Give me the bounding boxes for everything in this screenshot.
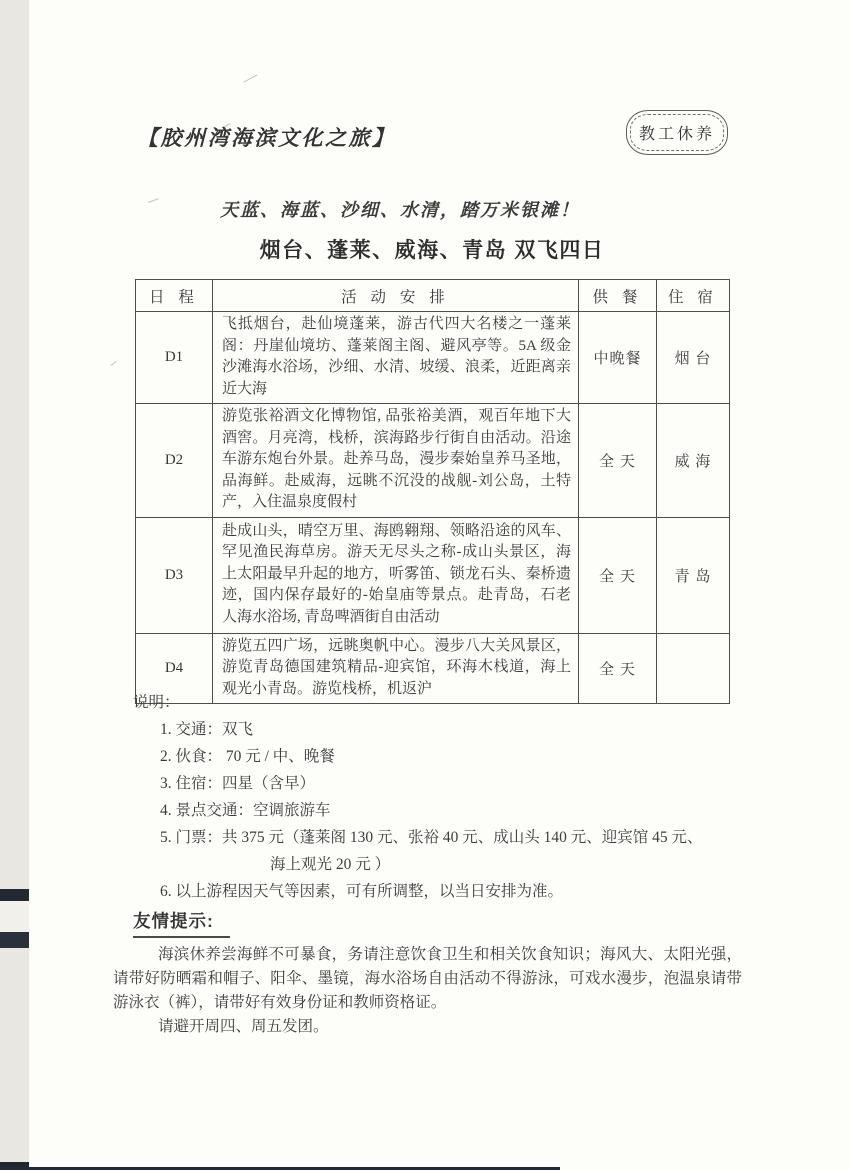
day-label: D4 [136,633,213,704]
day-label: D2 [136,404,213,518]
day-label: D1 [136,312,213,404]
scan-artifact-patch [0,901,29,932]
note-item: 6. 以上游程因天气等因素，可有所调整，以当日安排为准。 [160,883,564,900]
stamp-label: 教工休养 [638,126,715,143]
note-item: 4. 景点交通：空调旅游车 [160,802,331,819]
tips-paragraph: 请避开周四、周五发团。 [157,1018,329,1035]
note-item: 1. 交通：双飞 [160,721,254,738]
meals-cell: 全 天 [579,404,657,518]
staff-retreat-stamp [626,110,728,155]
pencil-mark [244,75,258,83]
notes-section [133,689,703,905]
note-item: 3. 住宿：四星（含早） [160,775,316,792]
header-activities: 活 动 安 排 [213,280,579,312]
tips-paragraph: 海滨休养尝海鲜不可暴食，务请注意饮食卫生和相关饮食知识；海风大、太阳光强，请带好防晒霜和帽子、阳伞、墨镜，海水浴场自由活动不得游泳，可戏水漫步，泡温泉请带游泳衣（裤），请带好有效身份证和教师资格证。 [113,946,742,1011]
activities-cell: 游览张裕酒文化博物馆, 品张裕美酒，观百年地下大酒窖。月亮湾，栈桥，滨海路步行街自由活动。沿途车游东炮台外景。赴养马岛，漫步秦始皇养马圣地，品海鲜。赴威海，远眺不沉没的战舰-刘公岛，土特产，入住温泉度假村 [213,404,579,518]
meals-cell: 全 天 [579,517,657,633]
notes-heading: 说明： [133,694,180,711]
activities-cell: 游览五四广场，远眺奥帆中心。漫步八大关风景区，游览青岛德国建筑精品-迎宾馆，环海木栈道，海上观光小青岛。游览栈桥，机返沪 [213,633,579,704]
activities-cell: 赴成山头，晴空万里、海鸥翱翔、领略沿途的风车、罕见渔民海草房。游天无尽头之称-成山头景区，海上太阳最早升起的地方，听雾笛、锁龙石头、秦桥遗迹，国内保存最好的-始皇庙等景点。赴青岛，石老人海水浴场, 青岛啤酒街自由活动 [213,517,579,633]
scan-artifact-bar [0,889,29,901]
day-label: D3 [136,517,213,633]
itinerary-table [135,279,730,704]
trip-series-title: 【胶州湾海滨文化之旅】 [137,126,396,150]
page-title: 烟台、蓬莱、威海、青岛 双飞四日 [259,239,605,262]
stay-cell: 威 海 [657,404,730,518]
header-stay: 住 宿 [657,280,730,312]
scan-margin-band [0,0,29,1170]
table-row [136,517,730,633]
activities-cell: 飞抵烟台，赴仙境蓬莱，游古代四大名楼之一蓬莱阁：丹崖仙境坊、蓬莱阁主阁、避风亭等。5A 级金沙滩海水浴场，沙细、水清、坡缓、浪柔，近距离亲近大海 [213,312,579,404]
stay-cell: 烟 台 [657,312,730,404]
scan-artifact-bar [0,932,29,948]
table-row [136,312,730,404]
trip-slogan: 天蓝、海蓝、沙细、水清，踏万米银滩！ [220,200,580,220]
header-day: 日 程 [136,280,213,312]
note-item: 5. 门票：共 375 元（蓬莱阁 130 元、张裕 40 元、成山头 140 元、迎宾馆 45 元、 [160,829,703,846]
table-header-row [136,280,730,312]
header-meals: 供 餐 [579,280,657,312]
meals-cell: 中晚餐 [579,312,657,404]
pencil-mark [110,361,116,366]
note-item: 2. 伙食： 70 元 / 中、晚餐 [160,748,335,765]
friendly-tips-heading: 友情提示: [133,908,230,938]
meals-cell: 全 天 [579,633,657,704]
note-item-continuation: 海上观光 20 元 ） [270,856,391,873]
friendly-tips-body [113,943,742,1039]
stay-cell: 青 岛 [657,517,730,633]
table-row [136,404,730,518]
